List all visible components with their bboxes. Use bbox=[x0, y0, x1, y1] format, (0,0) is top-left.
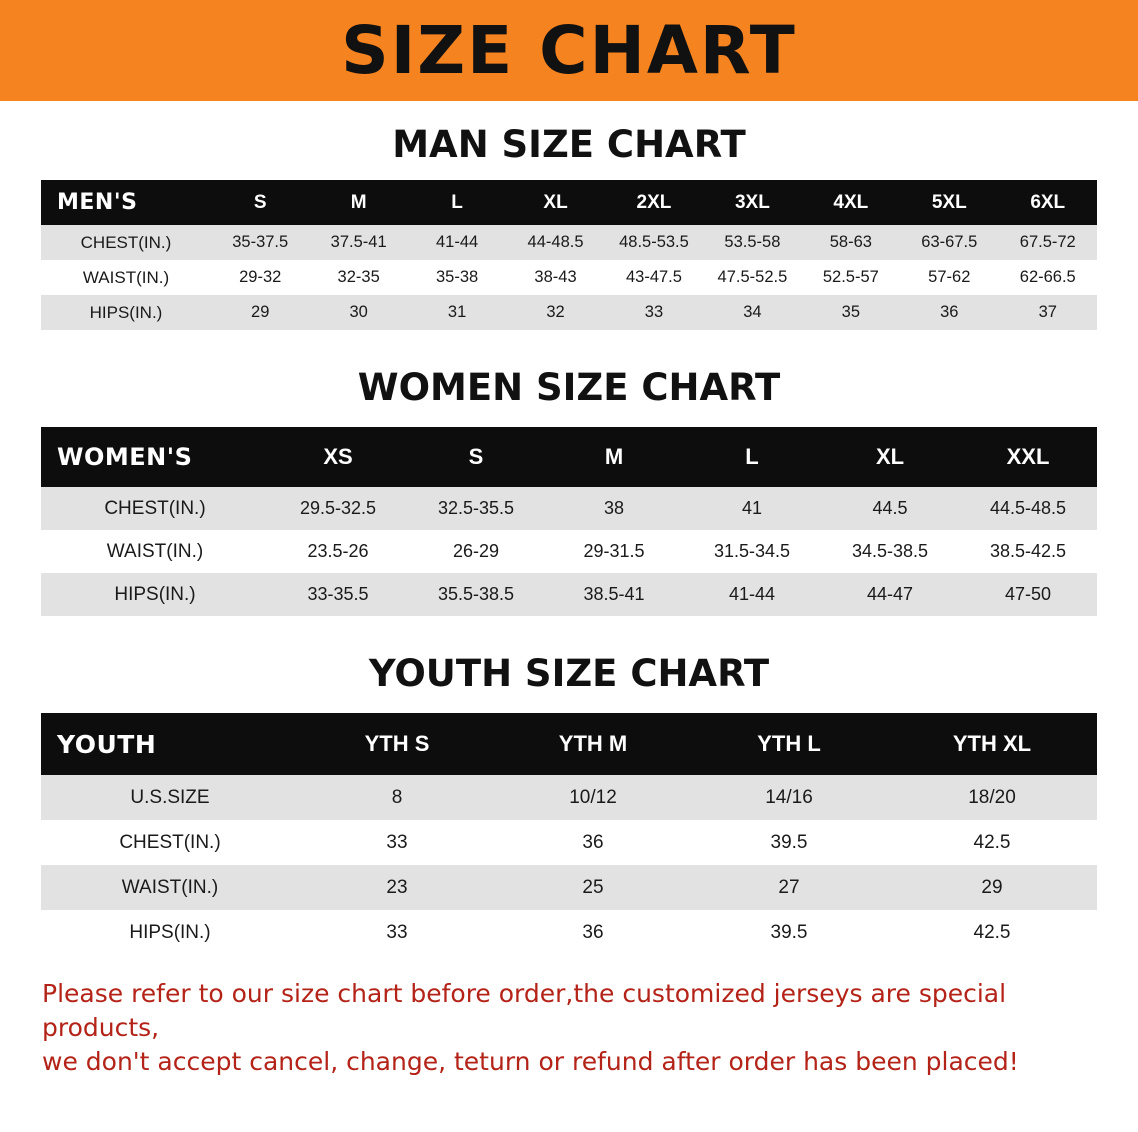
women-header-cell-4: L bbox=[745, 444, 759, 469]
women-cell-1-0: 23.5-26 bbox=[307, 541, 369, 561]
man-cell-2-6: 35 bbox=[841, 303, 861, 321]
table-row bbox=[41, 260, 1097, 295]
man-row-0-label: CHEST(IN.) bbox=[80, 232, 172, 252]
disclaimer-line-2: we don't accept cancel, change, teturn or refund after order has been placed! bbox=[42, 1046, 1019, 1076]
table-row bbox=[41, 865, 1097, 910]
man-cell-1-3: 38-43 bbox=[534, 268, 577, 286]
man-row-2-label: HIPS(IN.) bbox=[89, 302, 163, 322]
women-header-row bbox=[41, 427, 1097, 487]
page-title: SIZE CHART bbox=[341, 11, 797, 89]
man-cell-1-4: 43-47.5 bbox=[625, 268, 682, 286]
man-cell-0-0: 35-37.5 bbox=[232, 233, 289, 251]
man-cell-2-4: 33 bbox=[644, 303, 664, 321]
man-cell-0-2: 41-44 bbox=[435, 233, 479, 251]
women-cell-2-2: 38.5-41 bbox=[583, 584, 645, 604]
man-header-row bbox=[41, 180, 1097, 225]
table-row bbox=[41, 910, 1097, 955]
man-header-cell-4: XL bbox=[543, 191, 568, 213]
youth-cell-1-0: 33 bbox=[386, 831, 408, 853]
youth-row-1-label: CHEST(IN.) bbox=[119, 831, 221, 853]
table-row bbox=[41, 225, 1097, 260]
women-cell-0-4: 44.5 bbox=[872, 498, 908, 518]
youth-cell-3-1: 36 bbox=[582, 921, 604, 943]
women-header-cell-0: WOMEN'S bbox=[57, 443, 193, 471]
table-row bbox=[41, 775, 1097, 820]
youth-size-table bbox=[41, 713, 1097, 955]
man-header-cell-3: L bbox=[451, 191, 463, 213]
youth-chart-wrap bbox=[0, 713, 1138, 955]
man-cell-1-8: 62-66.5 bbox=[1019, 268, 1076, 286]
disclaimer-note bbox=[42, 977, 1104, 1078]
women-cell-2-0: 33-35.5 bbox=[307, 584, 369, 604]
man-cell-0-7: 63-67.5 bbox=[921, 233, 978, 251]
youth-cell-3-2: 39.5 bbox=[770, 921, 808, 943]
man-cell-1-7: 57-62 bbox=[928, 268, 971, 286]
man-chart-wrap bbox=[0, 180, 1138, 330]
women-cell-0-0: 29.5-32.5 bbox=[299, 498, 377, 518]
women-table-body bbox=[41, 487, 1097, 616]
man-cell-2-8: 37 bbox=[1038, 303, 1057, 321]
youth-cell-2-3: 29 bbox=[981, 876, 1003, 898]
man-row-1-label: WAIST(IN.) bbox=[82, 267, 170, 287]
women-cell-0-1: 32.5-35.5 bbox=[437, 498, 515, 518]
table-row bbox=[41, 487, 1097, 530]
man-cell-1-0: 29-32 bbox=[239, 268, 282, 286]
youth-cell-0-1: 10/12 bbox=[569, 786, 617, 808]
youth-row-2-label: WAIST(IN.) bbox=[121, 876, 219, 898]
women-row-2-label: HIPS(IN.) bbox=[114, 583, 196, 605]
man-table-body bbox=[41, 225, 1097, 330]
man-cell-2-0: 29 bbox=[251, 303, 270, 321]
youth-cell-0-3: 18/20 bbox=[968, 786, 1016, 808]
youth-cell-3-0: 33 bbox=[386, 921, 408, 943]
women-cell-0-3: 41 bbox=[741, 498, 763, 518]
man-cell-1-5: 47.5-52.5 bbox=[717, 268, 788, 286]
man-cell-1-2: 35-38 bbox=[435, 268, 479, 286]
man-header-cell-5: 2XL bbox=[636, 191, 672, 213]
women-chart-wrap bbox=[0, 427, 1138, 616]
women-header-cell-5: XL bbox=[875, 444, 905, 469]
women-header-cell-6: XXL bbox=[1006, 444, 1050, 469]
youth-header-cell-2: YTH M bbox=[558, 731, 628, 756]
youth-cell-2-0: 23 bbox=[386, 876, 408, 898]
man-cell-1-6: 52.5-57 bbox=[822, 268, 879, 286]
man-cell-0-3: 44-48.5 bbox=[527, 233, 584, 251]
man-cell-2-2: 31 bbox=[447, 303, 467, 321]
women-row-0-label: CHEST(IN.) bbox=[104, 497, 206, 519]
man-header-cell-6: 3XL bbox=[734, 191, 770, 213]
women-cell-2-1: 35.5-38.5 bbox=[437, 584, 515, 604]
youth-cell-1-3: 42.5 bbox=[973, 831, 1011, 853]
man-header-cell-8: 5XL bbox=[931, 191, 967, 213]
man-cell-0-1: 37.5-41 bbox=[330, 233, 387, 251]
women-header-cell-3: M bbox=[604, 444, 624, 469]
youth-header-row bbox=[41, 713, 1097, 775]
youth-table-head bbox=[41, 713, 1097, 775]
man-cell-0-5: 53.5-58 bbox=[724, 233, 781, 251]
youth-row-3-label: HIPS(IN.) bbox=[129, 921, 211, 943]
youth-header-cell-3: YTH L bbox=[757, 731, 821, 756]
women-size-table bbox=[41, 427, 1097, 616]
disclaimer-line-1: Please refer to our size chart before order,the customized jerseys are special products, bbox=[42, 979, 1007, 1042]
youth-header-cell-0: YOUTH bbox=[57, 729, 157, 759]
women-row-1-label: WAIST(IN.) bbox=[106, 540, 204, 562]
table-row bbox=[41, 820, 1097, 865]
man-cell-2-7: 36 bbox=[940, 303, 959, 321]
youth-cell-2-1: 25 bbox=[582, 876, 604, 898]
youth-cell-1-1: 36 bbox=[582, 831, 604, 853]
man-cell-2-1: 30 bbox=[349, 303, 368, 321]
women-cell-2-5: 47-50 bbox=[1004, 584, 1052, 604]
youth-cell-1-2: 39.5 bbox=[770, 831, 808, 853]
man-size-table bbox=[41, 180, 1097, 330]
women-cell-2-4: 44-47 bbox=[866, 584, 914, 604]
youth-table-body bbox=[41, 775, 1097, 955]
youth-cell-2-2: 27 bbox=[778, 876, 800, 898]
man-cell-2-5: 34 bbox=[743, 303, 762, 321]
man-cell-0-6: 58-63 bbox=[829, 233, 872, 251]
man-table-head bbox=[41, 180, 1097, 225]
women-cell-0-2: 38 bbox=[603, 498, 625, 518]
women-section-title: WOMEN SIZE CHART bbox=[357, 366, 781, 409]
women-cell-0-5: 44.5-48.5 bbox=[989, 498, 1067, 518]
women-cell-1-3: 31.5-34.5 bbox=[713, 541, 791, 561]
women-cell-1-1: 26-29 bbox=[452, 541, 500, 561]
man-header-cell-9: 6XL bbox=[1030, 191, 1066, 213]
women-table-head bbox=[41, 427, 1097, 487]
man-header-cell-1: S bbox=[253, 191, 267, 213]
table-row bbox=[41, 530, 1097, 573]
man-header-cell-0: MEN'S bbox=[57, 190, 138, 215]
youth-cell-3-3: 42.5 bbox=[973, 921, 1011, 943]
women-cell-1-2: 29-31.5 bbox=[583, 541, 645, 561]
man-header-cell-7: 4XL bbox=[833, 191, 869, 213]
women-cell-1-4: 34.5-38.5 bbox=[851, 541, 929, 561]
man-cell-1-1: 32-35 bbox=[337, 268, 380, 286]
youth-section-title: YOUTH SIZE CHART bbox=[368, 652, 770, 695]
man-header-cell-2: M bbox=[350, 191, 367, 213]
women-header-cell-2: S bbox=[468, 444, 484, 469]
youth-header-cell-4: YTH XL bbox=[952, 731, 1032, 756]
women-cell-2-3: 41-44 bbox=[728, 584, 776, 604]
man-cell-0-4: 48.5-53.5 bbox=[619, 233, 689, 251]
page-banner bbox=[0, 0, 1138, 101]
youth-row-0-label: U.S.SIZE bbox=[130, 786, 210, 808]
youth-cell-0-2: 14/16 bbox=[765, 786, 813, 808]
man-cell-0-8: 67.5-72 bbox=[1019, 233, 1076, 251]
youth-cell-0-0: 8 bbox=[391, 786, 403, 808]
man-section-title: MAN SIZE CHART bbox=[392, 123, 746, 166]
table-row bbox=[41, 573, 1097, 616]
women-header-cell-1: XS bbox=[323, 444, 353, 469]
table-row bbox=[41, 295, 1097, 330]
youth-header-cell-1: YTH S bbox=[364, 731, 430, 756]
man-cell-2-3: 32 bbox=[546, 303, 565, 321]
women-cell-1-5: 38.5-42.5 bbox=[989, 541, 1067, 561]
